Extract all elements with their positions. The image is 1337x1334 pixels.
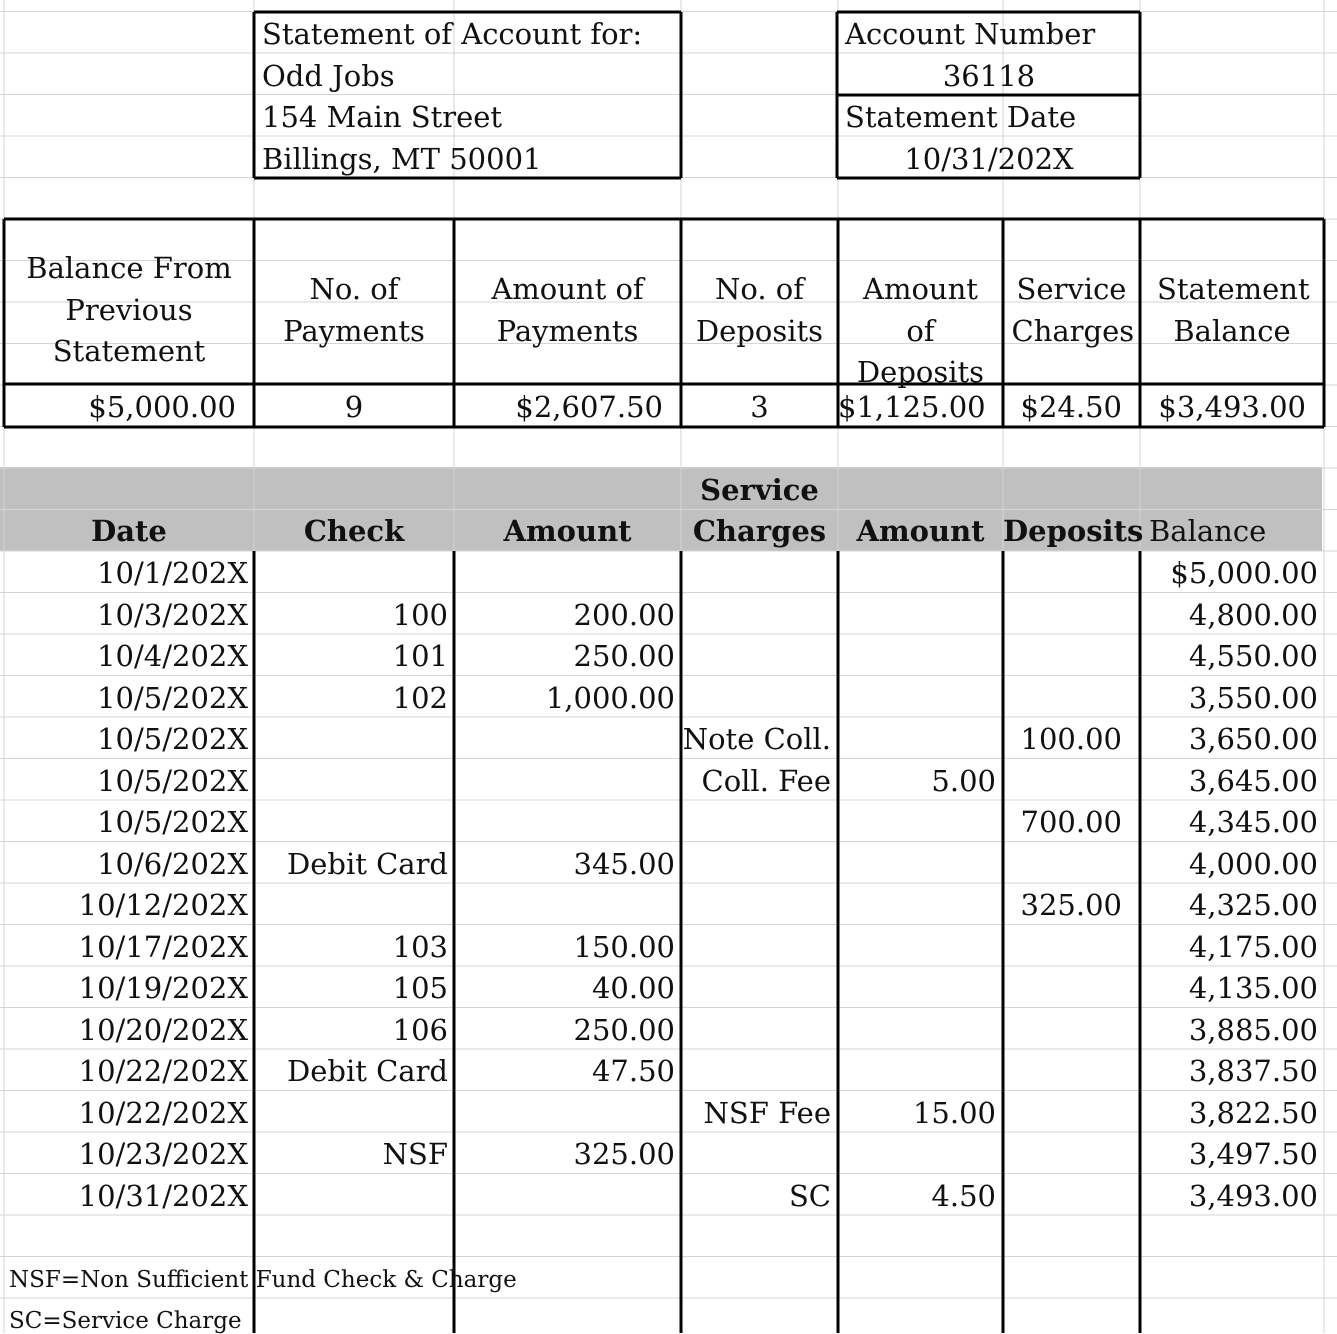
ledger-balance: 4,345.00 <box>1188 805 1318 839</box>
summary-value-prev-balance: $5,000.00 <box>88 390 236 424</box>
footnote-sc: SC=Service Charge <box>9 1308 242 1334</box>
ledger-sc-amount: 4.50 <box>931 1178 996 1213</box>
ledger-service: Note Coll. <box>682 722 831 756</box>
ledger-check: Debit Card <box>286 846 448 881</box>
ledger-header-balance: Balance <box>1149 514 1267 548</box>
ledger-date: 10/22/202X <box>78 1054 248 1088</box>
summary-header-no-deposits <box>681 269 838 352</box>
account-name: Odd Jobs <box>262 59 395 93</box>
ledger-balance: 3,645.00 <box>1188 763 1318 798</box>
ledger-amount: 250.00 <box>573 639 675 673</box>
ledger-balance: 3,497.50 <box>1188 1137 1318 1171</box>
ledger-date: 10/6/202X <box>97 846 248 881</box>
summary-header-service-charges <box>1003 269 1140 352</box>
ledger-amount: 345.00 <box>573 846 675 881</box>
ledger-service: Coll. Fee <box>701 763 831 798</box>
ledger-date: 10/12/202X <box>78 888 248 922</box>
summary-value-no-payments: 9 <box>344 390 364 424</box>
ledger-amount: 47.50 <box>591 1054 675 1088</box>
ledger-check: 103 <box>392 929 448 964</box>
ledger-balance: $5,000.00 <box>1170 556 1318 590</box>
ledger-balance: 4,135.00 <box>1188 971 1318 1005</box>
ledger-header-check: Check <box>303 514 405 548</box>
account-number: 36118 <box>942 59 1036 93</box>
ledger-date: 10/4/202X <box>97 639 248 673</box>
ledger-date: 10/31/202X <box>78 1178 248 1213</box>
summary-header-amt-deposits <box>838 269 1003 394</box>
summary-header-text: No. of Payments <box>283 272 425 348</box>
summary-value-statement-balance: $3,493.00 <box>1158 390 1306 424</box>
ledger-balance: 3,822.50 <box>1188 1095 1318 1130</box>
ledger-balance: 3,885.00 <box>1188 1012 1318 1047</box>
ledger-check: 101 <box>392 639 448 673</box>
ledger-check: Debit Card <box>286 1054 448 1088</box>
ledger-balance: 4,800.00 <box>1188 597 1318 632</box>
ledger-balance: 4,000.00 <box>1188 846 1318 881</box>
ledger-balance: 4,325.00 <box>1188 888 1318 922</box>
ledger-amount: 150.00 <box>573 929 675 964</box>
ledger-balance: 3,493.00 <box>1188 1178 1318 1213</box>
summary-header-text: No. of Deposits <box>695 272 824 348</box>
ledger-deposit: 325.00 <box>1020 888 1122 922</box>
summary-header-text: Amount of Payments <box>491 272 644 348</box>
ledger-header-date: Date <box>91 514 167 548</box>
account-number-label: Account Number <box>845 17 1096 51</box>
ledger-header-sc-amount: Amount <box>856 514 985 548</box>
summary-header-text: Balance From Previous Statement <box>26 251 232 368</box>
account-city: Billings, MT 50001 <box>262 142 542 176</box>
ledger-sc-amount: 15.00 <box>912 1095 996 1130</box>
ledger-date: 10/5/202X <box>97 805 248 839</box>
ledger-balance: 4,550.00 <box>1188 639 1318 673</box>
ledger-check: 106 <box>392 1012 448 1047</box>
statement-for-label: Statement of Account for: <box>262 17 643 51</box>
ledger-date: 10/1/202X <box>97 556 248 590</box>
ledger-date: 10/5/202X <box>97 763 248 798</box>
summary-header-text: Service Charges <box>1011 272 1135 348</box>
ledger-check: 105 <box>392 971 448 1005</box>
statement-date: 10/31/202X <box>904 142 1074 176</box>
summary-header-text: Statement Balance <box>1157 272 1310 348</box>
ledger-header-deposits: Deposits <box>1003 514 1144 548</box>
summary-value-service-charges: $24.50 <box>1020 390 1122 424</box>
account-street: 154 Main Street <box>262 100 503 134</box>
statement-date-label: Statement Date <box>845 100 1077 134</box>
ledger-check: 102 <box>392 680 448 715</box>
ledger-amount: 250.00 <box>573 1012 675 1047</box>
ledger-balance: 3,650.00 <box>1188 722 1318 756</box>
ledger-header-amount: Amount <box>503 514 632 548</box>
ledger-date: 10/23/202X <box>78 1137 248 1171</box>
ledger-balance: 3,550.00 <box>1188 680 1318 715</box>
ledger-deposit: 700.00 <box>1020 805 1122 839</box>
ledger-date: 10/17/202X <box>78 929 248 964</box>
summary-header-prev-balance <box>4 248 254 373</box>
summary-value-no-deposits: 3 <box>750 390 769 424</box>
ledger-check: NSF <box>382 1137 448 1171</box>
summary-value-amt-payments: $2,607.50 <box>515 390 663 424</box>
ledger-header-service-top: Service <box>700 473 819 507</box>
summary-header-text: Amount of Deposits <box>856 272 985 389</box>
ledger-amount: 1,000.00 <box>545 680 675 715</box>
ledger-balance: 3,837.50 <box>1188 1054 1318 1088</box>
ledger-amount: 325.00 <box>573 1137 675 1171</box>
summary-header-no-payments <box>254 269 454 352</box>
ledger-header-service-bottom: Charges <box>692 514 827 548</box>
ledger-service: SC <box>788 1178 831 1213</box>
footnote-nsf: NSF=Non Sufficient Fund Check & Charge <box>9 1267 517 1293</box>
ledger-amount: 200.00 <box>573 597 675 632</box>
ledger-date: 10/5/202X <box>97 722 248 756</box>
ledger-check: 100 <box>392 597 448 632</box>
ledger-date: 10/22/202X <box>78 1095 248 1130</box>
ledger-date: 10/19/202X <box>78 971 248 1005</box>
summary-header-amt-payments <box>454 269 681 352</box>
summary-header-statement-balance <box>1140 269 1324 352</box>
ledger-deposit: 100.00 <box>1020 722 1122 756</box>
ledger-date: 10/3/202X <box>97 597 248 632</box>
ledger-service: NSF Fee <box>703 1095 831 1130</box>
ledger-date: 10/5/202X <box>97 680 248 715</box>
ledger-sc-amount: 5.00 <box>931 763 996 798</box>
ledger-balance: 4,175.00 <box>1188 929 1318 964</box>
ledger-date: 10/20/202X <box>78 1012 248 1047</box>
ledger-amount: 40.00 <box>591 971 675 1005</box>
summary-value-amt-deposits: $1,125.00 <box>838 390 986 424</box>
